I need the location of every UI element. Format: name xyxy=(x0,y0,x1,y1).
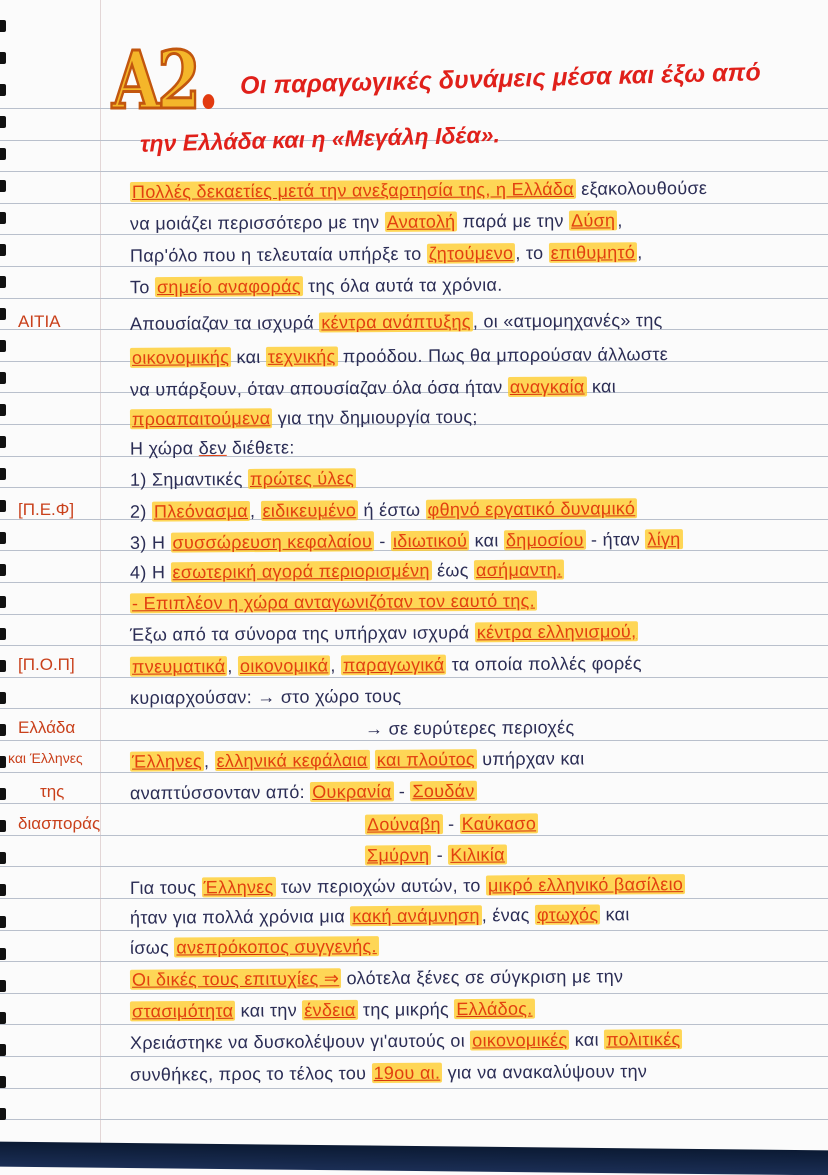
highlighted-text: Ανατολή xyxy=(386,211,456,232)
margin-note: και Έλληνες xyxy=(8,750,83,766)
text-segment: και xyxy=(569,1029,605,1050)
binder-hole xyxy=(0,564,6,576)
note-line xyxy=(365,717,575,739)
highlighted-text: Καύκασο xyxy=(461,813,537,834)
highlighted-text: πνευματικά xyxy=(131,656,226,677)
note-line xyxy=(130,178,707,203)
text-segment: και την xyxy=(235,1000,303,1021)
note-line xyxy=(130,310,663,335)
highlighted-text: συσσώρευση κεφαλαίου xyxy=(172,531,373,553)
text-segment: και xyxy=(469,530,504,551)
note-line xyxy=(130,653,642,678)
ruled-line xyxy=(0,234,828,235)
binder-hole xyxy=(0,1076,6,1088)
margin-note: [Π.Ο.Π] xyxy=(18,655,75,674)
text-segment: 1) Σημαντικές xyxy=(129,468,249,490)
binder-hole xyxy=(0,244,6,256)
text-segment: , ένας xyxy=(481,904,536,926)
ruled-line xyxy=(0,898,828,899)
highlighted-text: ζητούμενο xyxy=(428,243,514,264)
text-segment: Η χώρα xyxy=(129,438,199,459)
note-line xyxy=(130,936,379,959)
binder-hole xyxy=(0,596,6,608)
margin-note: Ελλάδα xyxy=(18,718,76,737)
section-number: A2. xyxy=(112,33,217,127)
binder-hole xyxy=(0,372,6,384)
binder-hole xyxy=(0,692,6,704)
text-segment: για την δημιουργία τους; xyxy=(272,406,478,429)
text-segment: Το xyxy=(129,277,156,298)
highlighted-text: ιδιωτικού xyxy=(392,530,468,552)
note-line xyxy=(130,559,564,583)
note-line xyxy=(130,1029,683,1054)
text-segment: Έξω από τα σύνορα της υπήρχαν ισχυρά xyxy=(129,622,475,645)
highlighted-text: και πλούτος xyxy=(376,749,475,770)
ruled-line xyxy=(0,582,828,583)
text-segment: - xyxy=(442,813,460,835)
ruled-line xyxy=(0,866,828,867)
note-line xyxy=(130,529,683,554)
text-segment: ίσως xyxy=(129,937,175,958)
text-segment: Απουσίαζαν τα ισχυρά xyxy=(129,312,320,334)
text-segment: της μικρής xyxy=(357,999,455,1020)
ruled-line xyxy=(0,740,828,741)
highlighted-text: ασήμαντη. xyxy=(475,559,563,581)
highlighted-text: κακή ανάμνηση xyxy=(352,905,480,927)
highlighted-text: Σμύρνη xyxy=(366,845,430,866)
note-line xyxy=(130,1061,647,1086)
highlighted-text: ειδικευμένο xyxy=(262,500,357,521)
ruled-line xyxy=(0,203,828,204)
highlighted-text: Πολλές δεκαετίες μετά την ανεξαρτησία της, η Ελλάδα xyxy=(131,178,574,203)
text-segment: υπήρχαν και xyxy=(476,748,585,770)
note-line xyxy=(130,621,638,646)
highlighted-text: ένδεια xyxy=(304,999,356,1021)
text-segment: → σε ευρύτερες περιοχές xyxy=(364,717,575,739)
note-line xyxy=(130,210,623,234)
text-segment: 4) Η xyxy=(129,562,171,583)
margin-note: της xyxy=(40,782,65,801)
ruled-line xyxy=(0,677,828,678)
note-line xyxy=(365,813,538,835)
highlighted-text: φτωχός xyxy=(536,904,599,925)
highlighted-text: στασιμότητα xyxy=(131,1000,234,1022)
binder-hole xyxy=(0,532,6,544)
note-line xyxy=(130,999,535,1023)
note-line xyxy=(130,407,478,430)
highlighted-text: επιθυμητό xyxy=(550,242,636,263)
text-segment: , xyxy=(203,750,215,772)
text-segment: προόδου. Πως θα μπορούσαν άλλωστε xyxy=(337,344,669,367)
binder-hole xyxy=(0,308,6,320)
text-segment: έως xyxy=(431,560,475,581)
highlighted-text: μικρό ελληνικό βασίλειο xyxy=(487,874,684,896)
note-line xyxy=(130,591,537,615)
highlighted-text: κέντρα ανάπτυξης xyxy=(321,311,471,333)
binder-hole xyxy=(0,884,6,896)
text-segment: - ήταν xyxy=(585,529,646,550)
text-segment: να υπάρξουν, όταν απουσίαζαν όλα όσα ήταν xyxy=(129,377,508,400)
text-segment: αναπτύσσονταν από: xyxy=(129,781,311,804)
highlighted-text: οικονομικά xyxy=(239,655,329,677)
ruled-line xyxy=(0,487,828,488)
highlighted-text: δημοσίου xyxy=(505,529,584,551)
highlighted-text: ανεπρόκοπος συγγενής. xyxy=(176,936,377,958)
ruled-line xyxy=(0,772,828,773)
text-segment: 2) xyxy=(129,501,152,522)
text-segment: , xyxy=(249,500,261,521)
highlighted-text: αναγκαία xyxy=(509,376,585,398)
binder-hole xyxy=(0,788,6,800)
highlighted-text: Σουδάν xyxy=(412,780,475,802)
binder-hole xyxy=(0,1108,6,1120)
highlighted-text: Ελλάδος. xyxy=(456,998,533,1020)
binder-hole xyxy=(0,852,6,864)
ruled-line xyxy=(0,1119,828,1120)
highlighted-text: Δούναβη xyxy=(366,814,441,835)
highlighted-text: εσωτερική αγορά περιορισμένη xyxy=(172,560,430,583)
highlighted-text: Κιλικία xyxy=(450,844,505,865)
binder-hole xyxy=(0,436,6,448)
text-segment: και xyxy=(231,346,266,368)
ruled-line xyxy=(0,708,828,709)
title-line-1: Οι παραγωγικές δυνάμεις μέσα και έξω από xyxy=(239,58,762,100)
highlighted-text: Ουκρανία xyxy=(312,781,392,802)
text-segment: - xyxy=(373,531,392,552)
ruled-line xyxy=(0,645,828,646)
binder-hole xyxy=(0,1012,6,1024)
binder-hole xyxy=(0,276,6,288)
binder-hole xyxy=(0,1044,6,1056)
highlighted-text: - Επιπλέον η χώρα ανταγωνιζόταν τον εαυτό της. xyxy=(131,590,535,614)
text-segment: για να ανακαλύψουν την xyxy=(442,1061,648,1083)
highlighted-text: πρώτες ύλες xyxy=(249,468,355,489)
highlighted-text: παραγωγικά xyxy=(342,654,445,676)
highlighted-text: κέντρα ελληνισμού, xyxy=(476,621,637,643)
binder-hole xyxy=(0,628,6,640)
margin-note: ΑΙΤΙΑ xyxy=(18,312,61,331)
binder-hole xyxy=(0,404,6,416)
text-segment: Παρ'όλο που η τελευταία υπήρξε το xyxy=(129,243,427,266)
highlighted-text: οικονομικής xyxy=(131,347,230,368)
section-number-text: A2 xyxy=(112,33,198,127)
ruled-line xyxy=(0,298,828,299)
ruled-line xyxy=(0,1024,828,1025)
binder-hole xyxy=(0,756,6,768)
text-segment: συνθήκες, προς το τέλος του xyxy=(129,1063,372,1085)
note-line xyxy=(130,904,630,928)
highlighted-text: Έλληνες xyxy=(131,751,203,772)
ruled-line xyxy=(0,961,828,962)
binder-hole xyxy=(0,212,6,224)
binder-hole xyxy=(0,916,6,928)
binder-hole xyxy=(0,148,6,160)
text-segment: , xyxy=(637,242,643,263)
text-segment: εξακολουθούσε xyxy=(575,177,708,199)
note-line xyxy=(130,242,643,267)
binder-hole xyxy=(0,468,6,480)
ruled-line xyxy=(0,171,828,172)
text-segment: ήταν για πολλά χρόνια μια xyxy=(129,906,351,928)
note-line xyxy=(130,468,356,491)
note-line xyxy=(130,874,685,899)
highlighted-text: Δύση xyxy=(571,210,616,231)
note-line xyxy=(130,966,623,990)
text-segment: και xyxy=(600,904,630,925)
text-segment: , το xyxy=(515,242,549,264)
note-line xyxy=(130,686,402,709)
binder-hole xyxy=(0,180,6,192)
highlighted-text: σημείο αναφοράς xyxy=(156,276,301,298)
text-segment: , οι «ατμομηχανές» της xyxy=(472,310,663,332)
text-segment: ή έστω xyxy=(358,499,426,521)
text-segment: των περιοχών αυτών, το xyxy=(275,875,487,897)
highlighted-text: πολιτικές xyxy=(606,1029,681,1050)
note-line xyxy=(130,437,295,459)
highlighted-text: 19ου αι. xyxy=(373,1062,441,1084)
text-segment: , xyxy=(227,656,239,677)
binder-hole xyxy=(0,500,6,512)
ruled-line xyxy=(0,803,828,804)
text-segment: τα οποία πολλές φορές xyxy=(446,653,642,675)
text-segment: , xyxy=(617,210,623,231)
binder-hole xyxy=(0,660,6,672)
note-line xyxy=(130,275,503,299)
desk-edge xyxy=(0,1142,828,1175)
text-segment: - xyxy=(431,844,449,866)
highlighted-text: τεχνικής xyxy=(267,346,336,367)
note-line xyxy=(130,748,585,772)
text-segment: Χρειάστηκε να δυσκολέψουν γι'αυτούς οι xyxy=(129,1030,471,1053)
text-segment: - xyxy=(393,781,411,802)
ruled-line xyxy=(0,993,828,994)
text-segment: παρά με την xyxy=(457,210,570,232)
text-segment: της όλα αυτά τα χρόνια. xyxy=(302,274,503,297)
ruled-line xyxy=(0,456,828,457)
highlighted-text: Οι δικές τους επιτυχίες ⇒ xyxy=(131,968,340,990)
binder-hole xyxy=(0,948,6,960)
text-segment: Για τους xyxy=(129,877,202,898)
highlighted-text: Έλληνες xyxy=(203,876,274,898)
ruled-line xyxy=(0,266,828,267)
highlighted-text: λίγη xyxy=(647,529,681,550)
title-line-2: την Ελλάδα και η «Μεγάλη Ιδέα». xyxy=(139,121,501,157)
margin-note: διασποράς xyxy=(18,814,101,833)
ruled-line xyxy=(0,930,828,931)
highlighted-text: ελληνικά κεφάλαια xyxy=(216,749,368,771)
text-segment: κυριαρχούσαν: → στο χώρο τους xyxy=(129,686,402,708)
text-segment: διέθετε: xyxy=(226,437,295,458)
text-segment: δεν xyxy=(198,437,227,459)
ruled-line xyxy=(0,1088,828,1089)
highlighted-text: οικονομικές xyxy=(472,1029,568,1051)
ruled-line xyxy=(0,1056,828,1057)
binder-hole xyxy=(0,724,6,736)
binder-hole xyxy=(0,20,6,32)
binder-hole xyxy=(0,84,6,96)
text-segment: και xyxy=(586,376,617,397)
binder-hole xyxy=(0,52,6,64)
highlighted-text: προαπαιτούμενα xyxy=(131,408,271,430)
binder-hole xyxy=(0,980,6,992)
highlighted-text: Πλεόνασμα xyxy=(153,500,249,522)
text-segment: 3) Η xyxy=(129,532,171,553)
note-line xyxy=(130,498,637,523)
binder-hole xyxy=(0,116,6,128)
binder-hole xyxy=(0,340,6,352)
text-segment: , xyxy=(330,655,342,676)
text-segment: να μοιάζει περισσότερο με την xyxy=(129,211,385,234)
note-line xyxy=(130,344,668,369)
binder-hole xyxy=(0,820,6,832)
highlighted-text: φθηνό εργατικό δυναμικό xyxy=(427,498,636,520)
note-line xyxy=(130,781,477,804)
note-line xyxy=(365,845,507,867)
ruled-line xyxy=(0,614,828,615)
note-line xyxy=(130,376,616,400)
margin-note: [Π.Ε.Φ] xyxy=(18,500,75,519)
text-segment: ολότελα ξένες σε σύγκριση με την xyxy=(341,966,624,989)
